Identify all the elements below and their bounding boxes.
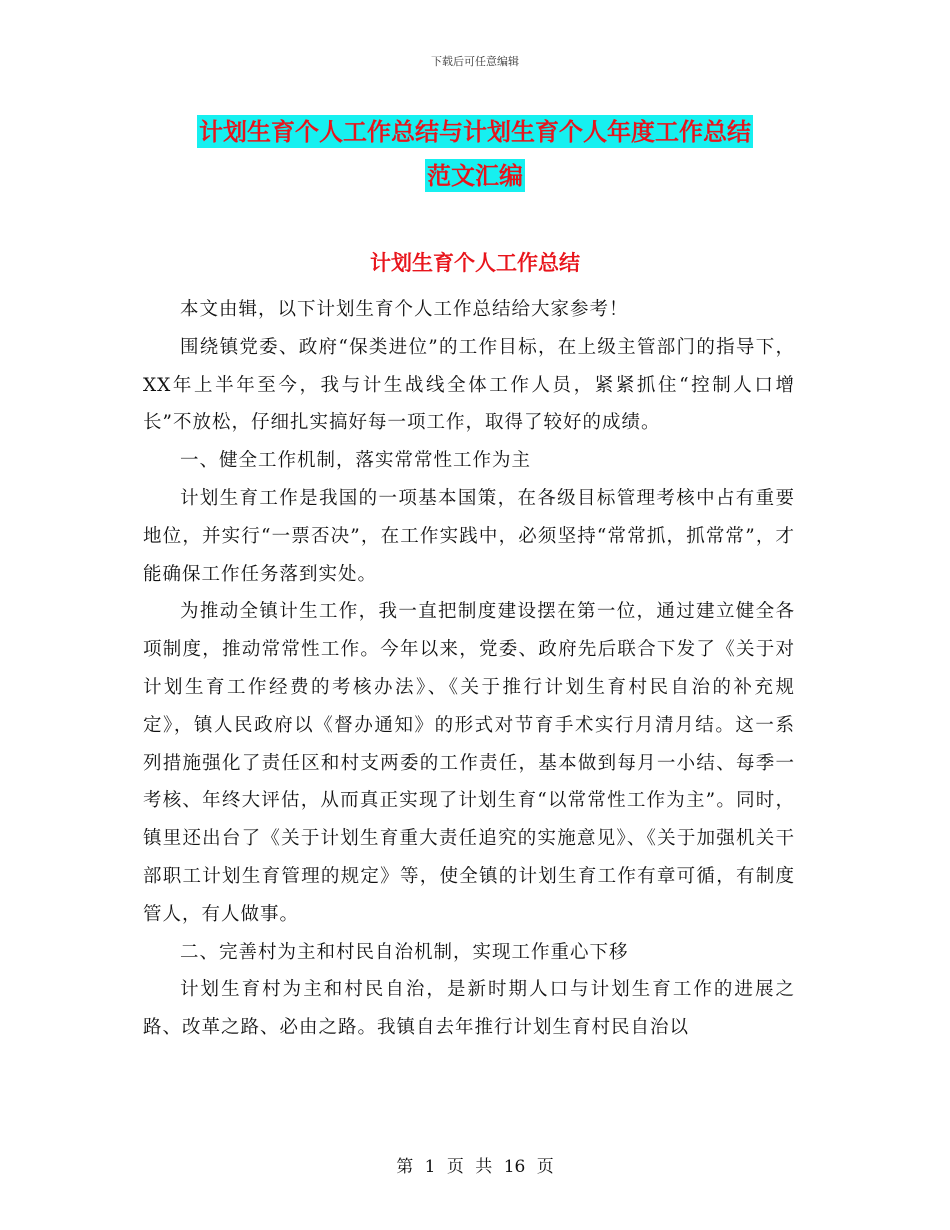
subheading-2: 二、完善村为主和村民自治机制，实现工作重心下移 xyxy=(180,941,629,963)
section-title: 计划生育个人工作总结 xyxy=(370,250,580,275)
header-note: 下载后可任意编辑 xyxy=(431,55,519,68)
paragraph: 为推动全镇计生工作，我一直把制度建设摆在第一位，通过建立健全各项制度，推动常常性工作。今年以来，党委、政府先后联合下发了《关于对计划生育工作经费的考核办法》、《关于推行计划生育村民自治的补充规定》，镇人民政府以《督办通知》的形式对节育手术实行月清月结。这一系列措施强化了责任区和村支两委的工作责任，基本做到每月一小结、每季一考核、年终大评估，从而真正实现了计划生育“以常常性工作为主”。同时，镇里还出台了《关于计划生育重大责任追究的实施意见》、《关于加强机关干部职工计划生育管理的规定》等，使全镇的计划生育工作有章可循，有制度管人，有人做事。 xyxy=(143,601,795,925)
title-line-1: 计划生育个人工作总结与计划生育个人年度工作总结 xyxy=(199,117,751,146)
paragraph-intro: 本文由辑，以下计划生育个人工作总结给大家参考！ xyxy=(180,299,629,320)
title-line-2: 范文汇编 xyxy=(427,161,523,190)
body-text xyxy=(143,291,795,1047)
page-footer: 第 1 页 共 16 页 xyxy=(396,1157,554,1177)
subheading-1: 一、健全工作机制，落实常常性工作为主 xyxy=(180,450,532,472)
paragraph: 计划生育村为主和村民自治，是新时期人口与计划生育工作的进展之路、改革之路、必由之路。我镇自去年推行计划生育村民自治以 xyxy=(143,979,795,1039)
paragraph: 围绕镇党委、政府“保类进位”的工作目标，在上级主管部门的指导下，XX年上半年至今，我与计生战线全体工作人员，紧紧抓住“控制人口增长”不放松，仔细扎实搞好每一项工作，取得了较好的成绩。 xyxy=(143,336,795,434)
document-title xyxy=(0,110,950,198)
paragraph: 计划生育工作是我国的一项基本国策，在各级目标管理考核中占有重要地位，并实行“一票否决”，在工作实践中，必须坚持“常常抓，抓常常”，才能确保工作任务落到实处。 xyxy=(143,487,795,585)
